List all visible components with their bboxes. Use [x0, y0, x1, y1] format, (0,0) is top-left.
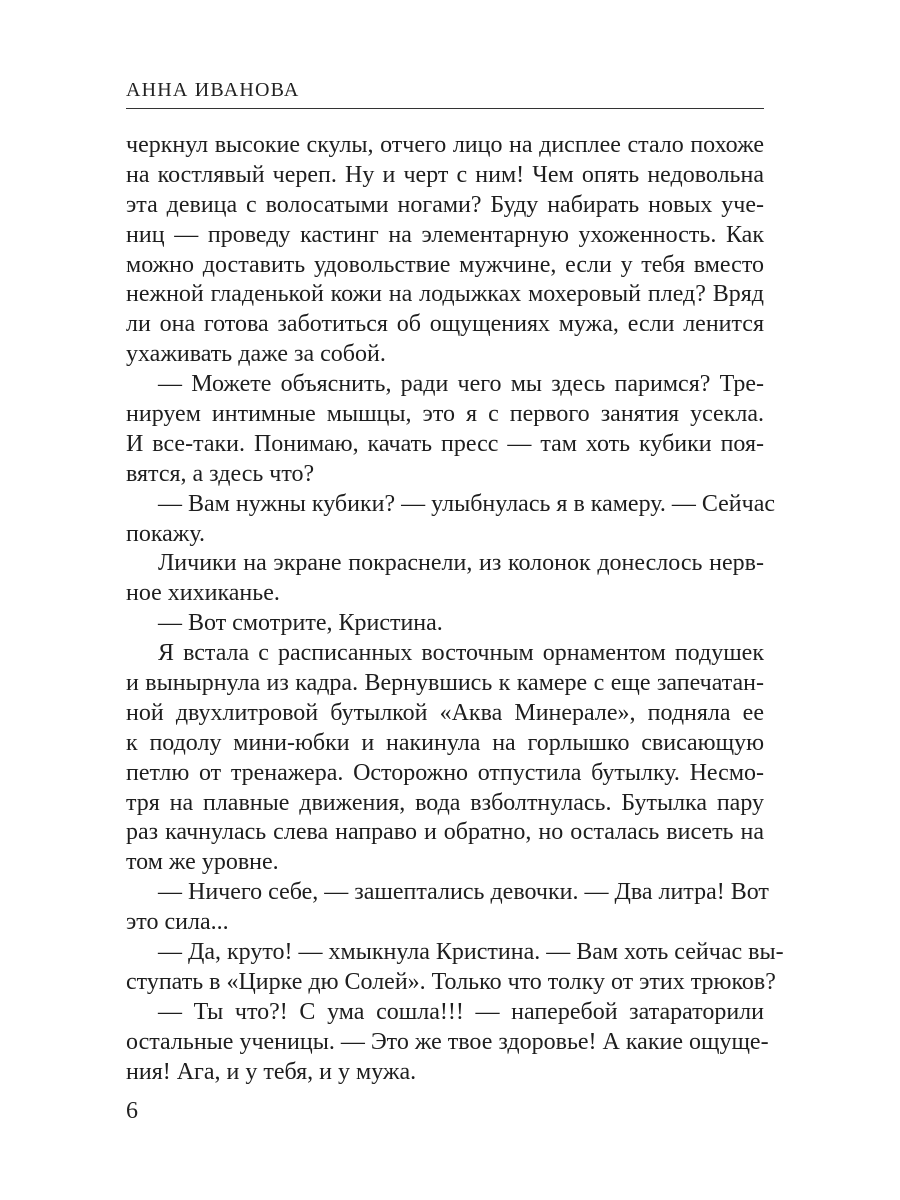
- text-line: ступать в «Цирке дю Солей». Только что толку от этих трюков?: [126, 968, 776, 995]
- text-line: и вынырнула из кадра. Вернувшись к камере с еще запечатан-: [126, 670, 764, 697]
- text-line: ухаживать даже за собой.: [126, 341, 386, 368]
- text-line: раз качнулась слева направо и обратно, но осталась висеть на: [126, 819, 764, 846]
- text-line: том же уровне.: [126, 849, 279, 876]
- text-line: нируем интимные мышцы, это я с первого занятия усекла.: [126, 401, 764, 428]
- text-line: это сила...: [126, 909, 229, 936]
- text-line: Я встала с расписанных восточным орнаментом подушек: [158, 640, 764, 667]
- text-line: — Да, круто! — хмыкнула Кристина. — Вам хоть сейчас вы-: [158, 939, 784, 966]
- text-line: тря на плавные движения, вода взболтнулась. Бутылка пару: [126, 789, 764, 816]
- text-line: ли она готова заботиться об ощущениях мужа, если ленится: [126, 311, 764, 338]
- text-line: ния! Ага, и у тебя, и у мужа.: [126, 1058, 417, 1085]
- page-number: 6: [126, 1098, 138, 1124]
- text-line: можно доставить удовольствие мужчине, если у тебя вместо: [126, 251, 764, 278]
- text-line: нежной гладенькой кожи на лодыжках мохеровый плед? Вряд: [126, 281, 764, 308]
- text-line: — Ты что?! С ума сошла!!! — наперебой затараторили: [158, 998, 764, 1025]
- text-line: вятся, а здесь что?: [126, 460, 315, 487]
- text-line: И все-таки. Понимаю, качать пресс — там хоть кубики поя-: [126, 430, 764, 457]
- text-line: ниц — проведу кастинг на элементарную ухоженность. Как: [126, 221, 764, 248]
- text-line: эта девица с волосатыми ногами? Буду набирать новых уче-: [126, 191, 764, 218]
- text-line: Личики на экране покраснели, из колонок донеслось нерв-: [158, 550, 764, 577]
- text-line: остальные ученицы. — Это же твое здоровье! А какие ощуще-: [126, 1028, 769, 1055]
- text-line: — Можете объяснить, ради чего мы здесь паримся? Тре-: [158, 371, 764, 398]
- text-line: ное хихиканье.: [126, 580, 280, 607]
- running-head-author: АННА ИВАНОВА: [126, 79, 300, 101]
- text-line: — Вам нужны кубики? — улыбнулась я в камеру. — Сейчас: [158, 490, 776, 517]
- text-line: петлю от тренажера. Осторожно отпустила бутылку. Несмо-: [126, 759, 764, 786]
- text-line: покажу.: [126, 520, 205, 547]
- text-line: к подолу мини-юбки и накинула на горлышко свисающую: [126, 729, 764, 756]
- text-line: ной двухлитровой бутылкой «Аква Минерале», подняла ее: [126, 699, 764, 726]
- text-line: на костлявый череп. Ну и черт с ним! Чем опять недовольна: [126, 161, 764, 188]
- body-text: [126, 131, 784, 1088]
- header-rule: [126, 108, 764, 109]
- text-line: — Вот смотрите, Кристина.: [158, 610, 443, 637]
- text-line: — Ничего себе, — зашептались девочки. — Два литра! Вот: [158, 879, 769, 906]
- text-line: черкнул высокие скулы, отчего лицо на дисплее стало похоже: [126, 132, 764, 158]
